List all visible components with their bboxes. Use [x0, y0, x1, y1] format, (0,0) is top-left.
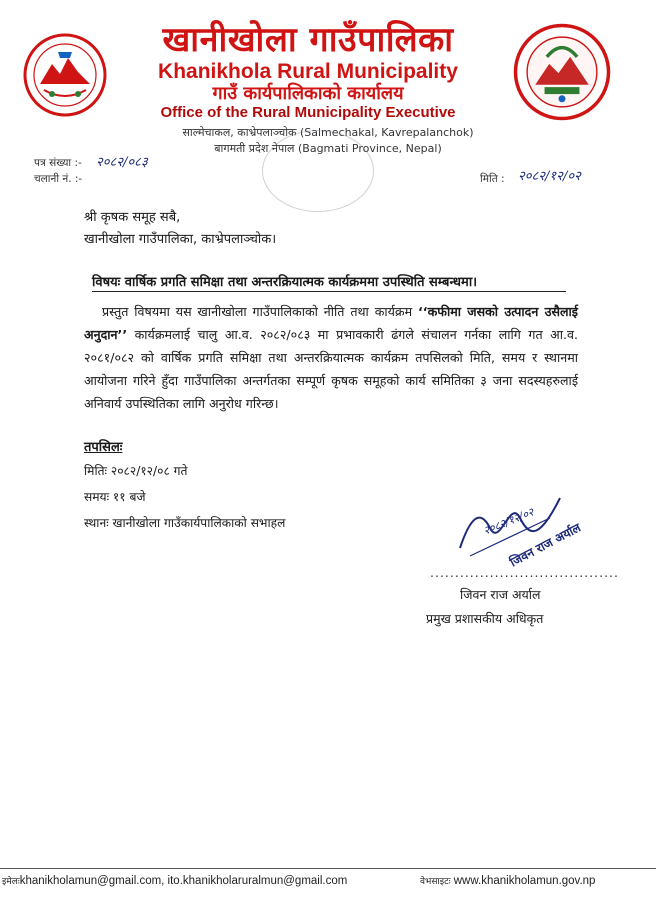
recipient-line-1: श्री कृषक समूह सबै, [84, 210, 181, 225]
details-heading: तपसिलः [84, 440, 123, 455]
signatory-name: जिवन राज अर्याल [460, 587, 541, 602]
signature-handwritten-date: २०८२/१२/०२ [481, 505, 536, 538]
detail-venue: स्थानः खानीखोला गाउँकार्यपालिकाको सभाहल [84, 516, 286, 530]
dispatch-number-label: चलानी नं. :- [34, 173, 83, 185]
body-part-2: कार्यक्रमलाई चालु आ.व. २०८२/०८३ मा प्रभावकारी ढंगले संचालन गर्नका लागि गत आ.व. २०८१/०८२ को वार्षिक प्रगति समिक्षा तथा अन्तरक्रियात्मक कार्यक्रम तपसिलको मिति, समय र स्थानमा आयोजना गरिने हुँदा गाउँपालिका अन्तर्गतका सम्पूर्ण कृषक समूहको कार्य समितिका ३ जना सदस्यहरुलाई अनिवार्य उपस्थितिका लागि अनुरोध गरिन्छ। [84, 327, 578, 411]
body-part-1: प्रस्तुत विषयमा यस खानीखोला गाउँपालिकाको नीति तथा कार्यक्रम [102, 304, 419, 319]
detail-date: मितिः २०८२/१२/०८ गते [84, 464, 188, 478]
address-line-2: बागमती प्रदेश नेपाल (Bagmati Province, Nepal) [214, 142, 442, 155]
faint-office-stamp [262, 130, 374, 212]
footer-website [420, 874, 595, 887]
signature-name-stamp: जिवन राज अर्याल [507, 520, 583, 570]
ref-number-label: पत्र संख्या :- [34, 157, 82, 169]
website-label: वेभसाइटः [420, 877, 451, 887]
ref-number-value: २०८२/०८३ [96, 155, 148, 170]
municipality-emblem-right [512, 22, 612, 122]
program-name-emphasis: ‘‘कफीमा जसको उत्पादन उसैलाई अनुदान’’ [84, 304, 578, 342]
signatory-designation: प्रमुख प्रशासकीय अधिकृत [426, 611, 544, 626]
email-value[interactable]: khanikholamun@gmail.com, ito.khanikholaruralmun@gmail.com [19, 875, 348, 887]
footer-email [2, 874, 347, 887]
body-paragraph [84, 300, 578, 415]
municipality-emblem-left [22, 32, 108, 118]
date-label: मिति : [480, 173, 505, 185]
office-name-english: Office of the Rural Municipality Executive [160, 104, 456, 121]
date-value: २०८२/१२/०२ [518, 169, 581, 184]
municipality-name-english: Khanikhola Rural Municipality [158, 60, 458, 83]
nepal-emblem-icon [22, 32, 108, 118]
address-line-1: साल्मेचाकल, काभ्रेपलाञ्चोक (Salmechakal, Kavrepalanchok) [182, 126, 474, 139]
website-value[interactable]: www.khanikholamun.gov.np [453, 875, 596, 887]
office-name-nepali: गाउँ कार्यपालिकाको कार्यालय [212, 83, 404, 104]
municipality-name-nepali: खानीखोला गाउँपालिका [162, 20, 454, 60]
subject-line: विषयः वार्षिक प्रगति समिक्षा तथा अन्तरक्रियात्मक कार्यक्रममा उपस्थिति सम्बन्धमा। [92, 272, 566, 292]
detail-time: समयः ११ बजे [84, 490, 146, 504]
signature-dotted-line: ...................................... [430, 565, 619, 580]
recipient-line-2: खानीखोला गाउँपालिका, काभ्रेपलाञ्चोक। [84, 232, 277, 247]
municipality-seal-icon [512, 22, 612, 122]
footer-divider [0, 868, 656, 869]
email-label: इमेलः [2, 877, 20, 887]
